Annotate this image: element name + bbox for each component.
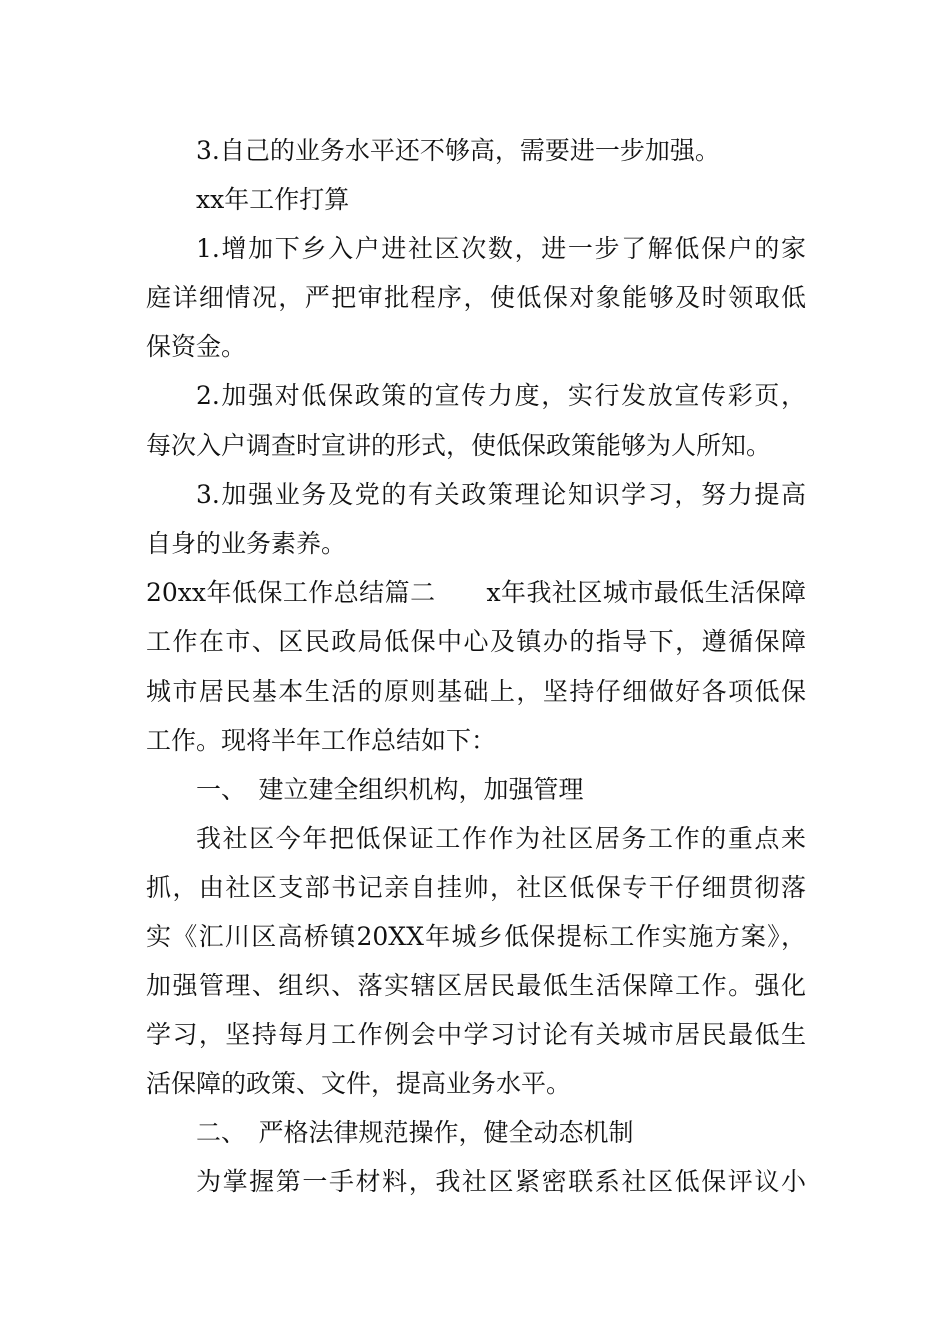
paragraph-line: 庭详细情况，严把审批程序，使低保对象能够及时领取低 — [146, 283, 806, 312]
paragraph-line: 3.自己的业务水平还不够高，需要进一步加强。 — [196, 136, 720, 165]
section-heading: 二、 严格法律规范操作，健全动态机制 — [196, 1118, 634, 1147]
paragraph-line: 保资金。 — [146, 332, 247, 361]
paragraph-line: 学习，坚持每月工作例会中学习讨论有关城市居民最低生 — [146, 1020, 806, 1049]
paragraph-line: 3.加强业务及党的有关政策理论知识学习，努力提高 — [196, 480, 806, 509]
article-title-line: 20xx年低保工作总结篇二 x年我社区城市最低生活保障 — [146, 578, 806, 607]
paragraph-line: 为掌握第一手材料，我社区紧密联系社区低保评议小 — [196, 1167, 806, 1196]
paragraph-line: 城市居民基本生活的原则基础上，坚持仔细做好各项低保 — [146, 677, 806, 706]
paragraph-line: 加强管理、组织、落实辖区居民最低生活保障工作。强化 — [146, 971, 806, 1000]
paragraph-line: 活保障的政策、文件，提高业务水平。 — [146, 1069, 572, 1098]
paragraph-line: 自身的业务素养。 — [146, 529, 347, 558]
section-heading: 一、 建立建全组织机构，加强管理 — [196, 775, 584, 804]
paragraph-line: 我社区今年把低保证工作作为社区居务工作的重点来 — [196, 824, 806, 853]
paragraph-line: 工作在市、区民政局低保中心及镇办的指导下，遵循保障 — [146, 627, 806, 656]
paragraph-line: 1.增加下乡入户进社区次数，进一步了解低保户的家 — [196, 234, 806, 263]
paragraph-line: 抓，由社区支部书记亲自挂帅，社区低保专干仔细贯彻落 — [146, 873, 806, 902]
paragraph-line: 2.加强对低保政策的宣传力度，实行发放宣传彩页， — [196, 381, 806, 410]
paragraph-line: 实《汇川区高桥镇20XX年城乡低保提标工作实施方案》， — [146, 922, 806, 951]
section-heading: xx年工作打算 — [196, 185, 350, 214]
paragraph-line: 工作。现将半年工作总结如下： — [146, 726, 497, 755]
paragraph-line: 每次入户调查时宣讲的形式，使低保政策能够为人所知。 — [146, 431, 772, 460]
